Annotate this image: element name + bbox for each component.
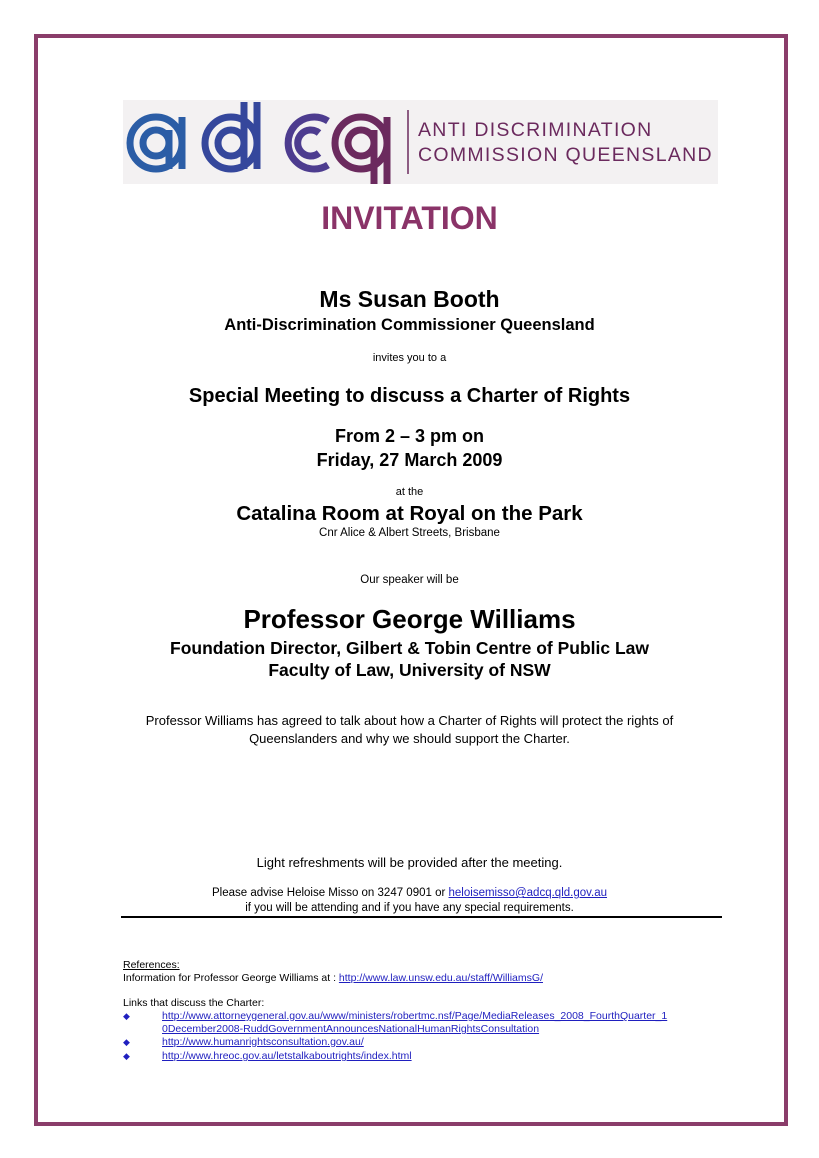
event-date: Friday, 27 March 2009 [316,450,503,470]
event-name: Special Meeting to discuss a Charter of Rights [188,385,631,407]
divider [121,916,722,918]
logo-line-2: COMMISSION QUEENSLAND [418,144,713,166]
bullet-icon: ◆ [123,1037,130,1047]
speaker-info-link[interactable]: http://www.law.unsw.edu.au/staff/WilliamsG/ [338,972,543,984]
speaker-title-1: Foundation Director, Gilbert & Tobin Centre of Public Law [170,638,649,658]
speaker-info-line [123,972,543,985]
charter-link-1[interactable]: http://www.attorneygeneral.gov.au/www/ministers/robertmc.nsf/Page/MediaReleases_2008_FourthQuarter_1 [162,1010,668,1022]
speaker-name: Professor George Williams [243,604,576,634]
bullet-icon: ◆ [123,1011,130,1021]
at-text: at the [395,486,424,498]
logo-org-name [418,118,713,168]
rsvp-line [0,887,819,899]
host-role: Anti-Discrimination Commissioner Queensland [224,316,595,334]
description-line-1: Professor Williams has agreed to talk about how a Charter of Rights will protect the rights of [145,713,674,728]
invites-text: invites you to a [372,352,447,364]
refreshments-note: Light refreshments will be provided after the meeting. [256,855,563,870]
rsvp-prefix: Please advise Heloise Misso on 3247 0901 or [211,887,446,899]
host-name: Ms Susan Booth [319,286,500,312]
logo-line-1: ANTI DISCRIMINATION [418,119,653,141]
rsvp-email-link[interactable]: heloisemisso@adcq.qld.gov.au [448,887,608,899]
invitation-title: INVITATION [321,200,498,236]
links-heading: Links that discuss the Charter: [123,997,265,1009]
rsvp-suffix: if you will be attending and if you have any special requirements. [245,902,574,914]
speaker-title-2: Faculty of Law, University of NSW [268,660,551,680]
speaker-intro: Our speaker will be [360,574,459,586]
speaker-info-prefix: Information for Professor George Williams at : [123,972,336,984]
event-address: Cnr Alice & Albert Streets, Brisbane [319,527,500,539]
description-line-2: Queenslanders and why we should support the Charter. [249,731,570,746]
charter-link-1-continued[interactable]: 0December2008-RuddGovernmentAnnouncesNationalHumanRightsConsultation [162,1023,540,1035]
event-venue: Catalina Room at Royal on the Park [236,502,583,525]
charter-link-2[interactable]: http://www.humanrightsconsultation.gov.au/ [162,1036,364,1048]
references-heading: References: [123,959,180,971]
charter-link-3[interactable]: http://www.hreoc.gov.au/letstalkaboutrights/index.html [162,1050,412,1062]
event-time: From 2 – 3 pm on [334,426,485,446]
bullet-icon: ◆ [123,1051,130,1061]
